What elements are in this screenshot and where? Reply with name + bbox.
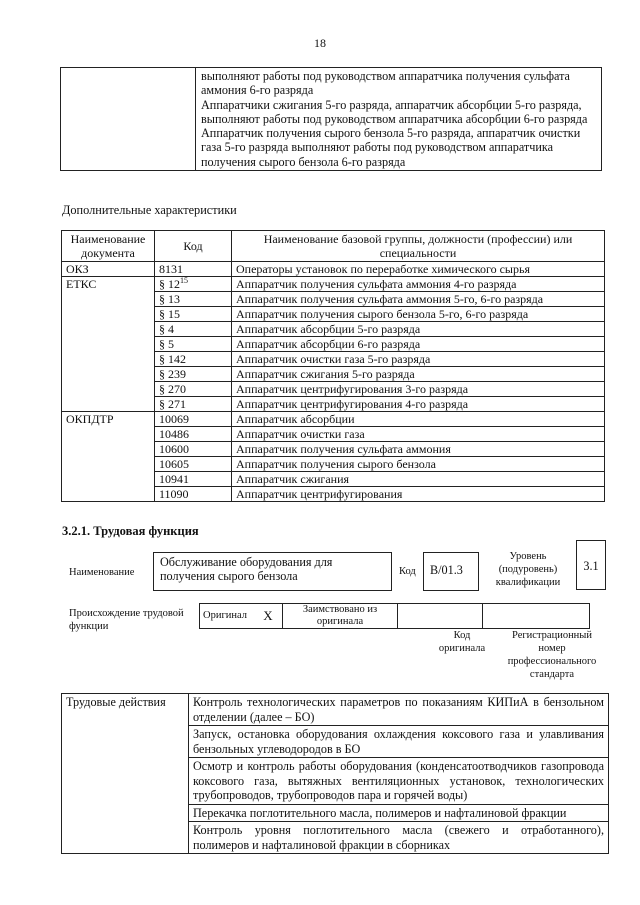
name-cell: Аппаратчик получения сырого бензола <box>232 457 605 472</box>
action-item: Осмотр и контроль работы оборудования (конденсатоотводчиков газопровода коксового газа, вытяжных вентиляционных установок, технологических трубопроводов, трубопроводов пара и горячей воды) <box>189 758 609 805</box>
code-cell: § 271 <box>155 397 232 412</box>
name-cell: Аппаратчик очистки газа 5-го разряда <box>232 352 605 367</box>
code-cell: § 13 <box>155 292 232 307</box>
origin-table <box>199 603 590 629</box>
code-cell: 10941 <box>155 472 232 487</box>
name-cell: Аппаратчик сжигания <box>232 472 605 487</box>
code-cell: § 5 <box>155 337 232 352</box>
code-cell: § 15 <box>155 307 232 322</box>
table-row <box>62 277 605 292</box>
name-cell: Аппаратчик получения сульфата аммония <box>232 442 605 457</box>
code-cell: 10486 <box>155 427 232 442</box>
code-text: § 12 <box>159 277 180 291</box>
characteristics-table <box>61 230 605 502</box>
footnote-mark: 15 <box>180 276 188 285</box>
continuation-line: Аппаратчики сжигания 5-го разряда, аппаратчик абсорбции 5-го разряда, выполняют работы под руководством аппаратчика абсорбции 6-го разряда <box>201 97 588 126</box>
code-cell: 10600 <box>155 442 232 457</box>
labor-actions-table <box>61 693 609 854</box>
continuation-table <box>60 67 602 171</box>
code-cell <box>155 277 232 292</box>
continuation-line: выполняют работы под руководством аппаратчика получения сульфата аммония 6-го разряда <box>201 69 570 98</box>
original-label: Оригинал <box>200 604 255 629</box>
header-code: Код <box>155 231 232 262</box>
registration-number-cell <box>483 604 590 629</box>
action-item: Контроль технологических параметров по показаниям КИПиА в бензольном отделении (далее – БО) <box>189 694 609 726</box>
code-cell: § 239 <box>155 367 232 382</box>
doc-cell: ОКЗ <box>62 262 155 277</box>
borrowed-label: Заимствовано из оригинала <box>283 604 398 629</box>
name-cell: Аппаратчик абсорбции 6-го разряда <box>232 337 605 352</box>
table-row <box>62 262 605 277</box>
name-cell: Аппаратчик центрифугирования 3-го разряда <box>232 382 605 397</box>
name-cell: Аппаратчик сжигания 5-го разряда <box>232 367 605 382</box>
name-cell: Аппаратчик абсорбции 5-го разряда <box>232 322 605 337</box>
empty-cell <box>61 68 196 171</box>
action-item: Запуск, остановка оборудования охлаждения коксового газа и улавливания бензольных углеводородов в БО <box>189 726 609 758</box>
page-number: 18 <box>314 36 326 50</box>
table-row <box>62 412 605 427</box>
name-cell: Аппаратчик очистки газа <box>232 427 605 442</box>
doc-cell: ЕТКС <box>62 277 155 412</box>
code-cell: § 270 <box>155 382 232 397</box>
code-label: Код <box>399 566 416 577</box>
code-cell: 8131 <box>155 262 232 277</box>
name-cell: Аппаратчик центрифугирования 4-го разряда <box>232 397 605 412</box>
name-cell: Аппаратчик абсорбции <box>232 412 605 427</box>
name-cell: Операторы установок по переработке химического сырья <box>232 262 605 277</box>
code-cell: § 4 <box>155 322 232 337</box>
action-item: Перекачка поглотительного масла, полимеров и нафталиновой фракции <box>189 804 609 822</box>
origin-label: Происхождение трудовой функции <box>69 608 184 632</box>
original-code-caption: Код оригинала <box>438 630 486 654</box>
additional-characteristics-heading: Дополнительные характеристики <box>62 203 237 217</box>
code-cell: 11090 <box>155 487 232 502</box>
labor-function-heading: 3.2.1. Трудовая функция <box>62 524 199 538</box>
name-cell: Аппаратчик центрифугирования <box>232 487 605 502</box>
actions-label: Трудовые действия <box>62 694 189 854</box>
code-cell: 10069 <box>155 412 232 427</box>
doc-cell: ОКПДТР <box>62 412 155 502</box>
table-row <box>62 694 609 726</box>
name-label: Наименование <box>69 567 135 578</box>
code-cell: § 142 <box>155 352 232 367</box>
function-code-box: B/01.3 <box>423 552 479 591</box>
qualification-level-box: 3.1 <box>576 540 606 590</box>
header-name: Наименование базовой группы, должности (профессии) или специальности <box>232 231 605 262</box>
name-cell: Аппаратчик получения сульфата аммония 4-го разряда <box>232 277 605 292</box>
original-mark: X <box>254 604 283 629</box>
name-cell: Аппаратчик получения сульфата аммония 5-го, 6-го разряда <box>232 292 605 307</box>
original-code-cell <box>398 604 483 629</box>
registration-number-caption: Регистрационный номер профессионального стандарта <box>507 630 597 680</box>
code-cell: 10605 <box>155 457 232 472</box>
continuation-line: Аппаратчик получения сырого бензола 5-го разряда, аппаратчик очистки газа 5-го разряда выполняют работы под руководством аппаратчика получения сырого бензола 6-го разряда <box>201 126 581 169</box>
name-cell: Аппаратчик получения сырого бензола 5-го, 6-го разряда <box>232 307 605 322</box>
qualification-level-label: Уровень (подуровень) квалификации <box>495 551 561 588</box>
continuation-text-cell <box>196 68 602 171</box>
function-name-box: Обслуживание оборудования для получения сырого бензола <box>153 552 392 591</box>
header-doc: Наименование документа <box>62 231 155 262</box>
action-item: Контроль уровня поглотительного масла (свежего и отработанного), полимеров и нафталиновой фракции в сборниках <box>189 822 609 854</box>
